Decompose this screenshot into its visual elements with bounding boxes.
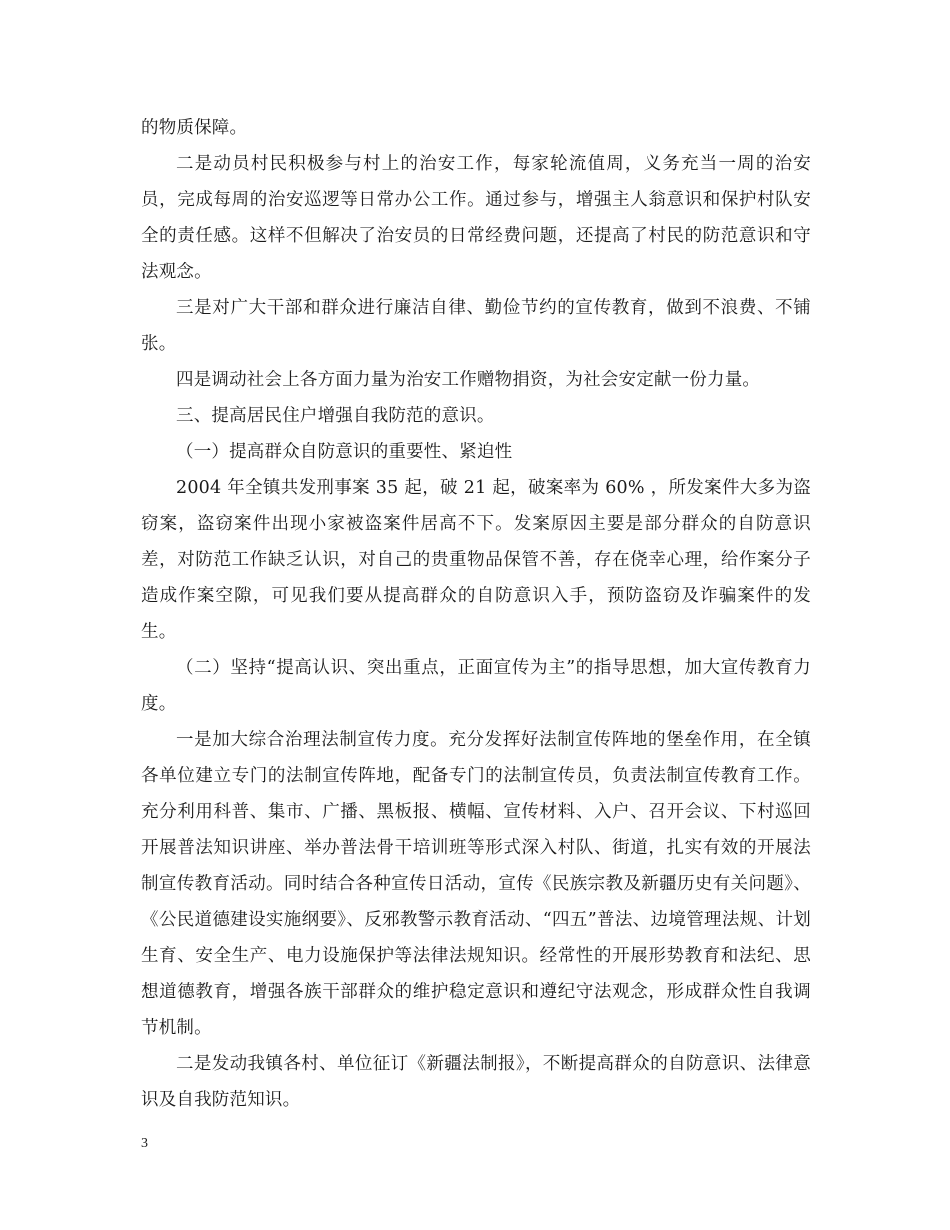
subsection-heading-2: （二）坚持“提高认识、突出重点，正面宣传为主”的指导思想，加大宣传教育力度。 (141, 658, 811, 714)
section-heading-3: 三、提高居民住户增强自我防范的意识。 (176, 406, 495, 426)
paragraph-10: 二是发动我镇各村、单位征订《新疆法制报》，不断提高群众的自防意识、法律意识及自我防范知识。 (141, 1054, 811, 1110)
subsection-heading-1: （一）提高群众自防意识的重要性、紧迫性 (176, 442, 513, 462)
paragraph-9: 一是加大综合治理法制宣传力度。充分发挥好法制宣传阵地的堡垒作用，在全镇各单位建立专门的法制宣传阵地，配备专门的法制宣传员，负责法制宣传教育工作。充分利用科普、集市、广播、黑板报、横幅、宣传材料、入户、召开会议、下村巡回开展普法知识讲座、举办普法骨干培训班等形式深入村队、街道，扎实有效的开展法制宣传教育活动。同时结合各种宣传日活动，宣传《民族宗教及新疆历史有关问题》、《公民道德建设实施纲要》、反邪教警示教育活动、“四五”普法、边境管理法规、计划生育、安全生产、电力设施保护等法律法规知识。经常性的开展形势教育和法纪、思想道德教育，增强各族干部群众的维护稳定意识和遵纪守法观念，形成群众性自我调节机制。 (141, 730, 811, 1038)
paragraph-3: 三是对广大干部和群众进行廉洁自律、勤俭节约的宣传教育，做到不浪费、不铺张。 (141, 298, 811, 354)
paragraph-2: 二是动员村民积极参与村上的治安工作，每家轮流值周，义务充当一周的治安员，完成每周的治安巡逻等日常办公工作。通过参与，增强主人翁意识和保护村队安全的责任感。这样不但解决了治安员的日常经费问题，还提高了村民的防范意识和守法观念。 (141, 154, 811, 282)
page-number: 3 (141, 1136, 148, 1151)
document-body (141, 110, 811, 1118)
paragraph-1: 的物质保障。 (141, 118, 248, 138)
paragraph-7: 2004 年全镇共发刑事案 35 起，破 21 起，破案率为 60% ，所发案件大多为盗窃案，盗窃案件出现小家被盗案件居高不下。发案原因主要是部分群众的自防意识差，对防范工作缺乏认识，对自己的贵重物品保管不善，存在侥幸心理，给作案分子造成作案空隙，可见我们要从提高群众的自防意识入手，预防盗窃及诈骗案件的发生。 (141, 478, 811, 642)
paragraph-4: 四是调动社会上各方面力量为治安工作赠物捐资，为社会安定献一份力量。 (176, 370, 761, 390)
